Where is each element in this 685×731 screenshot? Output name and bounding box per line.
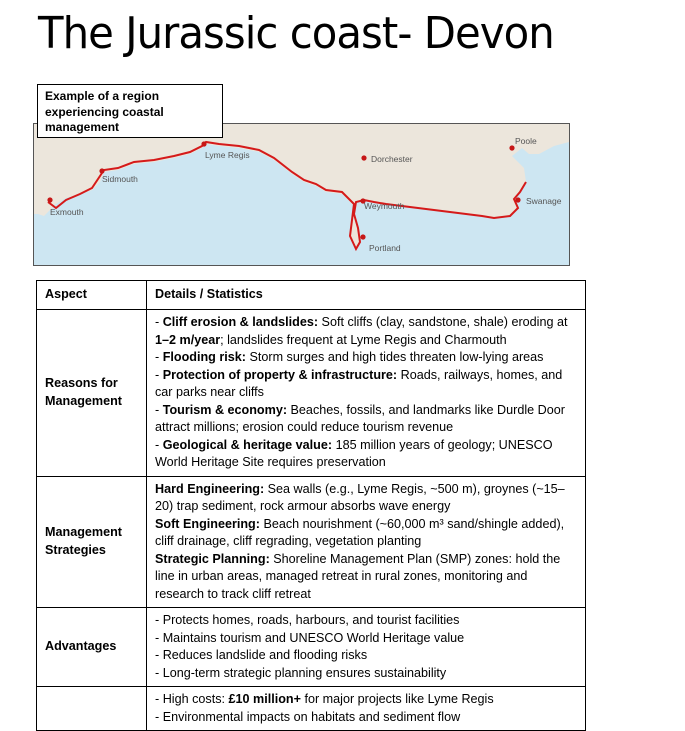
map-callout: Example of a region experiencing coastal management — [37, 84, 223, 138]
details-cell — [147, 310, 586, 477]
details-cell — [147, 687, 586, 731]
label-swanage: Swanage — [526, 196, 562, 206]
marker-exmouth — [47, 197, 52, 202]
detail-line: - Maintains tourism and UNESCO World Heritage value — [155, 630, 465, 645]
marker-portland — [360, 234, 365, 239]
marker-poole — [509, 145, 514, 150]
detail-line: Hard Engineering: Sea walls (e.g., Lyme Regis, ~500 m), groynes (~15–20) trap sediment, rock armour absorbs wave energy — [155, 481, 565, 513]
page-title: The Jurassic coast- Devon — [38, 8, 554, 59]
detail-line: - Tourism & economy: Beaches, fossils, and landmarks like Durdle Door attract millions; erosion could reduce tourism revenue — [155, 402, 565, 434]
label-exmouth: Exmouth — [50, 207, 84, 217]
table-row — [37, 476, 586, 608]
detail-line: - Flooding risk: Storm surges and high tides threaten low-lying areas — [155, 350, 544, 364]
table-row — [37, 608, 586, 687]
detail-line: - Long-term strategic planning ensures sustainability — [155, 665, 447, 680]
detail-line: Soft Engineering: Beach nourishment (~60,000 m³ sand/shingle added), cliff drainage, cliff regrading, vegetation planting — [155, 516, 565, 548]
label-dorchester: Dorchester — [371, 154, 413, 164]
table-row — [37, 310, 586, 477]
marker-lyme-regis — [201, 141, 206, 146]
marker-sidmouth — [99, 168, 104, 173]
detail-line: - High costs: £10 million+ for major projects like Lyme Regis — [155, 692, 494, 706]
aspect-cell: Advantages — [37, 608, 147, 687]
detail-line: - Reduces landslide and flooding risks — [155, 648, 368, 662]
marker-swanage — [515, 197, 520, 202]
detail-line: - Environmental impacts on habitats and sediment flow — [155, 709, 461, 724]
table-row — [37, 687, 586, 731]
header-details: Details / Statistics — [147, 281, 586, 310]
label-weymouth: Weymouth — [364, 201, 405, 211]
detail-line: - Protects homes, roads, harbours, and tourist facilities — [155, 613, 460, 627]
label-portland: Portland — [369, 243, 401, 253]
detail-line: - Protection of property & infrastructure: Roads, railways, homes, and car parks near cliffs — [155, 367, 563, 399]
table-header-row — [37, 281, 586, 310]
marker-dorchester — [361, 155, 366, 160]
details-cell — [147, 608, 586, 687]
aspect-cell — [37, 687, 147, 731]
coast-map — [33, 123, 570, 266]
label-lyme-regis: Lyme Regis — [205, 150, 250, 160]
aspect-cell: Management Strategies — [37, 476, 147, 608]
header-aspect: Aspect — [37, 281, 147, 310]
detail-line: Strategic Planning: Shoreline Management Plan (SMP) zones: hold the line in urban areas, managed retreat in rural zones, monitoring and research to track cliff retreat — [155, 551, 561, 601]
coast-map-graphic — [34, 124, 569, 265]
info-table — [36, 280, 586, 731]
label-poole: Poole — [515, 136, 537, 146]
details-cell — [147, 476, 586, 608]
aspect-cell: Reasons for Management — [37, 310, 147, 477]
detail-line: - Geological & heritage value: 185 million years of geology; UNESCO World Heritage Site requires preservation — [155, 437, 553, 469]
label-sidmouth: Sidmouth — [102, 174, 138, 184]
detail-line: - Cliff erosion & landslides: Soft cliffs (clay, sandstone, shale) eroding at 1–2 m/year; landslides frequent at Lyme Regis and Charmouth — [155, 315, 568, 347]
